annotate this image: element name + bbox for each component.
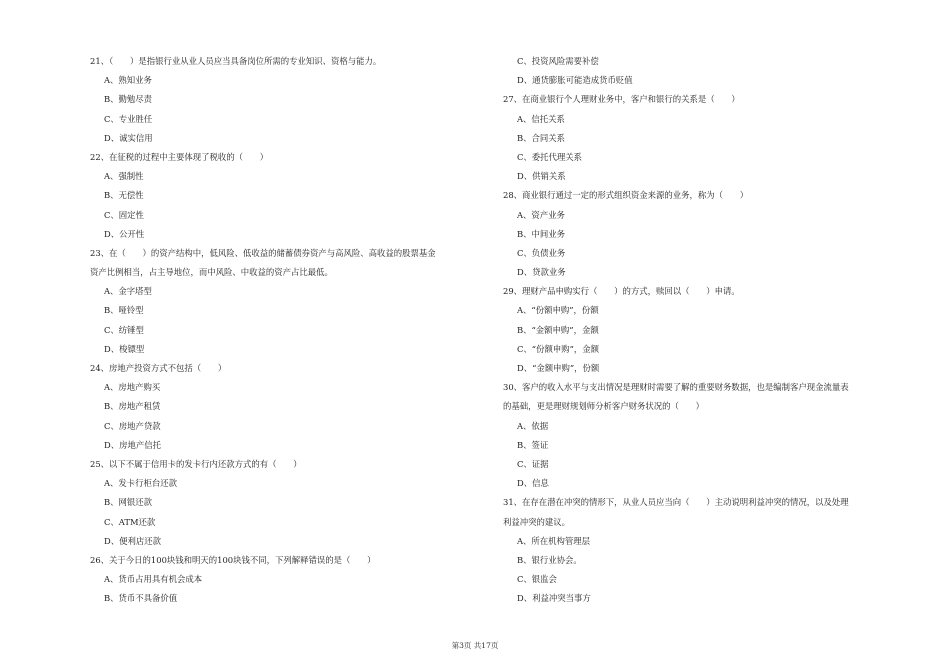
answer-option: B、签证 xyxy=(517,439,549,450)
answer-option: A、资产业务 xyxy=(517,209,565,220)
question-text: 30、客户的收入水平与支出情况是理财时需要了解的重要财务数据，也是编制客户现金流量表 xyxy=(503,382,849,393)
question-text: 26、关于今日的100块钱和明天的100块钱不同，下列解释错误的是（ ） xyxy=(90,554,376,565)
answer-option: B、合同关系 xyxy=(517,132,566,143)
answer-option: B、哑铃型 xyxy=(104,305,144,316)
answer-option: A、货币占用具有机会成本 xyxy=(104,574,203,585)
question-text: 27、在商业银行个人理财业务中，客户和银行的关系是（ ） xyxy=(503,94,740,105)
answer-option: A、熟知业务 xyxy=(104,75,152,86)
answer-option: D、诚实信用 xyxy=(104,132,153,143)
left-column xyxy=(90,52,490,608)
answer-option: B、银行业协会。 xyxy=(517,554,582,565)
answer-option: A、“份额申购”，份额 xyxy=(517,305,599,316)
answer-option: B、勤勉尽责 xyxy=(104,94,153,105)
answer-option: D、贷款业务 xyxy=(517,267,566,278)
answer-option: C、委托代理关系 xyxy=(517,151,583,162)
answer-option: B、无偿性 xyxy=(104,190,144,201)
answer-option: C、ATM还款 xyxy=(104,516,156,527)
answer-option: C、纺锤型 xyxy=(104,324,144,335)
right-column xyxy=(503,52,903,608)
answer-option: B、“金额申购”，金额 xyxy=(517,324,599,335)
answer-option: C、负债业务 xyxy=(517,247,566,258)
answer-option: D、信息 xyxy=(517,478,549,489)
answer-option: D、梭镖型 xyxy=(104,343,145,354)
answer-option: C、证据 xyxy=(517,458,549,469)
answer-option: A、依据 xyxy=(517,420,549,431)
answer-option: D、公开性 xyxy=(104,228,145,239)
page-footer: 第3页 共17页 xyxy=(451,641,499,650)
answer-option: A、金字塔型 xyxy=(104,286,152,297)
question-text: 29、理财产品申购实行（ ）的方式，赎回以（ ）申请。 xyxy=(503,286,740,297)
answer-option: C、“份额申购”，金额 xyxy=(517,343,599,354)
answer-option: C、专业胜任 xyxy=(104,113,153,124)
answer-option: C、房地产贷款 xyxy=(104,420,161,431)
answer-option: C、固定性 xyxy=(104,209,144,220)
answer-option: D、利益冲突当事方 xyxy=(517,593,591,604)
answer-option: D、便利店还款 xyxy=(104,535,161,546)
question-text: 资产比例相当，占主导地位，而中风险、中收益的资产占比最低。 xyxy=(90,267,333,278)
question-text: 28、商业银行通过一定的形式组织资金来源的业务，称为（ ） xyxy=(503,190,749,201)
question-text: 21、（ ）是指银行业从业人员应当具备岗位所需的专业知识、资格与能力。 xyxy=(90,56,382,66)
answer-option: C、银监会 xyxy=(517,574,557,585)
answer-option: B、中间业务 xyxy=(517,228,566,239)
answer-option: A、信托关系 xyxy=(517,113,565,124)
question-text: 24、房地产投资方式不包括（ ） xyxy=(90,363,227,373)
answer-option: A、所在机构管理层 xyxy=(517,535,591,546)
answer-option: C、投资风险需要补偿 xyxy=(517,56,599,66)
answer-option: D、通货膨胀可能造成货币贬值 xyxy=(517,75,633,86)
answer-option: B、货币不具备价值 xyxy=(104,593,178,604)
question-text: 31、在存在潜在冲突的情形下，从业人员应当向（ ）主动说明利益冲突的情况，以及处理 xyxy=(503,497,849,508)
answer-option: A、发卡行柜台还款 xyxy=(104,478,178,489)
answer-option: A、强制性 xyxy=(104,171,144,182)
answer-option: D、“金额申购”，份额 xyxy=(517,363,600,373)
question-text: 25、以下不属于信用卡的发卡行内还款方式的有（ ） xyxy=(90,458,302,469)
question-text: 22、在征税的过程中主要体现了税收的（ ） xyxy=(90,151,269,162)
answer-option: D、供销关系 xyxy=(517,171,566,182)
answer-option: B、房地产租赁 xyxy=(104,401,161,412)
answer-option: A、房地产购买 xyxy=(104,382,161,393)
answer-option: B、网银还款 xyxy=(104,497,153,508)
question-text: 23、在（ ）的资产结构中，低风险、低收益的储蓄债券资产与高风险、高收益的股票基金 xyxy=(90,247,436,258)
answer-option: D、房地产信托 xyxy=(104,439,161,450)
question-text: 的基础，更是理财规划师分析客户财务状况的（ ） xyxy=(503,401,704,412)
question-text: 利益冲突的建议。 xyxy=(503,516,570,527)
